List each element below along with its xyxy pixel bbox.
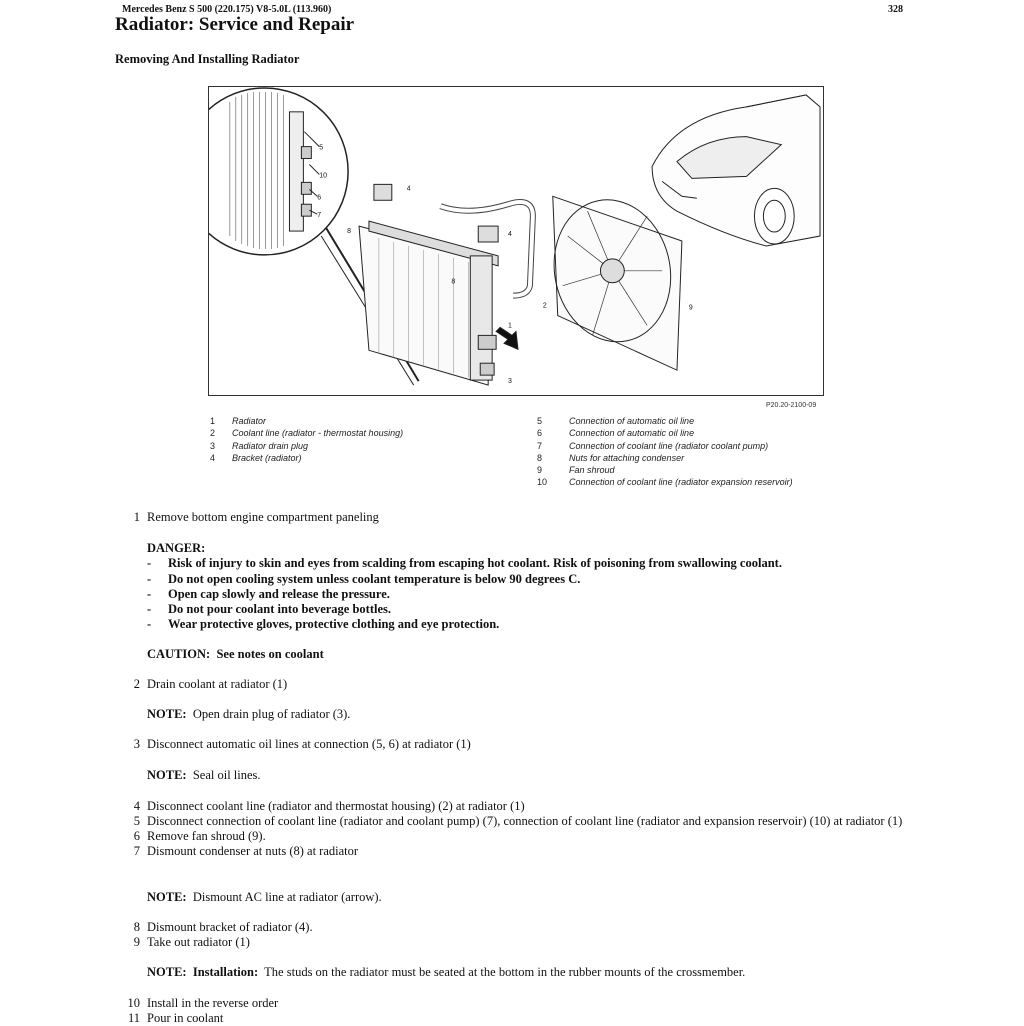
step-text: Install in the reverse order (147, 996, 279, 1010)
note-label: NOTE: (147, 890, 187, 904)
legend-number: 10 (537, 477, 548, 488)
legend-text: Nuts for attaching condenser (569, 452, 685, 463)
step-number: 4 (133, 799, 140, 813)
legend-text: Coolant line (radiator - thermostat housing) (232, 428, 404, 439)
danger-text: Open cap slowly and release the pressure. (168, 586, 390, 601)
callout-label: 6 (317, 194, 322, 202)
callout-label: 8 (347, 228, 351, 236)
legend-text: Connection of coolant line (radiator coolant pump) (569, 440, 769, 451)
caution-note (147, 647, 324, 662)
caution-label: CAUTION: (147, 647, 211, 661)
note-label: NOTE: (147, 768, 187, 782)
legend-text: Bracket (radiator) (232, 452, 302, 463)
procedure-steps (133, 799, 907, 859)
callout-label: 8 (451, 278, 456, 286)
radiator-diagram-drawing (209, 87, 823, 395)
legend-item (537, 415, 793, 427)
caution-text: See notes on coolant (216, 647, 324, 661)
note (147, 768, 261, 783)
procedure-step (133, 799, 907, 814)
legend-number: 4 (210, 452, 216, 463)
note-text: Dismount AC line at radiator (arrow). (192, 890, 382, 904)
step-number: 2 (133, 677, 140, 691)
step-number: 5 (133, 814, 140, 828)
procedure-steps (133, 920, 313, 950)
step-text: Dismount bracket of radiator (4). (147, 920, 313, 934)
callout-label: 10 (319, 172, 327, 180)
legend-number: 9 (537, 465, 543, 476)
step-number: 3 (133, 737, 140, 751)
danger-item: - Do not open cooling system unless coolant temperature is below 90 degrees C. (147, 571, 581, 586)
legend-item (537, 452, 793, 464)
procedure-step (133, 935, 313, 950)
legend-number: 6 (537, 428, 543, 439)
step-text: Disconnect coolant line (radiator and thermostat housing) (2) at radiator (1) (147, 799, 525, 813)
legend-number: 7 (537, 440, 543, 451)
step-number: 10 (127, 996, 140, 1010)
step-number: 11 (127, 1011, 140, 1025)
document-header: Mercedes Benz S 500 (220.175) V8-5.0L (113.960) (122, 4, 332, 15)
section-title: Removing And Installing Radiator (115, 52, 300, 66)
step-text: Pour in coolant (147, 1011, 224, 1025)
callout-label: 7 (317, 212, 322, 220)
legend-text: Fan shroud (569, 465, 615, 476)
danger-text: Risk of injury to skin and eyes from scalding from escaping hot coolant. Risk of poisoning from swallowing coolant. (168, 556, 782, 571)
callout-label: 5 (319, 144, 324, 152)
callout-label: 2 (542, 302, 547, 310)
note (147, 707, 350, 722)
legend-number: 1 (210, 416, 216, 426)
legend-text: Radiator (232, 416, 267, 426)
legend-item (537, 476, 793, 488)
page-title: Radiator: Service and Repair (115, 14, 355, 35)
step-number: 1 (133, 510, 140, 524)
legend-text: Connection of automatic oil line (569, 416, 695, 426)
callout-label: 4 (508, 231, 512, 239)
legend-number: 2 (210, 428, 216, 439)
step-text: Dismount condenser at nuts (8) at radiator (147, 844, 359, 858)
danger-item: - Risk of injury to skin and eyes from scalding from escaping hot coolant. Risk of poisoning from swallowing coolant. (147, 556, 782, 571)
legend-left (210, 415, 403, 464)
procedure-step (133, 814, 907, 829)
callout-label: 9 (688, 304, 693, 312)
note (147, 890, 382, 905)
step-text: Remove bottom engine compartment paneling (147, 510, 379, 524)
procedure-step (133, 510, 379, 525)
procedure-step (133, 737, 471, 752)
radiator-diagram (208, 86, 824, 396)
legend-item (210, 427, 403, 439)
legend-text: Connection of automatic oil line (569, 428, 695, 439)
callout-label: 4 (406, 185, 411, 193)
step-text: Drain coolant at radiator (1) (147, 677, 288, 691)
procedure-step (133, 844, 907, 859)
danger-label: DANGER: (147, 541, 206, 555)
procedure-steps (127, 996, 279, 1026)
danger-text: Wear protective gloves, protective clothing and eye protection. (168, 617, 500, 632)
legend-item (537, 440, 793, 452)
callout-label: 1 (508, 322, 512, 330)
note (147, 965, 745, 980)
note-text: Open drain plug of radiator (3). (192, 707, 351, 721)
step-text: Disconnect connection of coolant line (radiator and coolant pump) (7), connection of coolant line (radiator and expansion reservoir) (10) at radiator (1) (147, 814, 903, 828)
danger-text: Do not open cooling system unless coolant temperature is below 90 degrees C. (168, 571, 581, 586)
legend-item (210, 452, 403, 464)
danger-warning (147, 541, 782, 633)
step-number: 6 (133, 829, 140, 843)
procedure-step (127, 996, 279, 1011)
danger-item: - Do not pour coolant into beverage bottles. (147, 602, 392, 617)
step-number: 9 (133, 935, 140, 949)
legend-text: Radiator drain plug (232, 440, 309, 451)
step-text: Take out radiator (1) (147, 935, 250, 949)
figure-code: P20.20-2100-09 (766, 402, 817, 409)
note-text: Seal oil lines. (192, 768, 261, 782)
step-number: 7 (133, 844, 140, 858)
note-text: The studs on the radiator must be seated at the bottom in the rubber mounts of the crossmember. (264, 965, 746, 979)
step-text: Remove fan shroud (9). (147, 829, 266, 843)
danger-text: Do not pour coolant into beverage bottles. (168, 602, 392, 617)
danger-item: - Open cap slowly and release the pressure. (147, 586, 390, 601)
step-text: Disconnect automatic oil lines at connection (5, 6) at radiator (1) (147, 737, 471, 751)
page-number: 328 (888, 4, 903, 15)
legend-item (210, 440, 403, 452)
legend-item (537, 464, 793, 476)
legend-item (537, 427, 793, 439)
step-number: 8 (133, 920, 140, 934)
legend-item (210, 415, 403, 427)
legend-number: 8 (537, 452, 543, 463)
legend-text: Connection of coolant line (radiator expansion reservoir) (569, 477, 793, 488)
legend-number: 5 (537, 416, 543, 426)
note-label: NOTE: (147, 965, 187, 979)
note-sublabel: Installation: (192, 965, 259, 979)
note-label: NOTE: (147, 707, 187, 721)
danger-item: - Wear protective gloves, protective clothing and eye protection. (147, 617, 500, 632)
callout-label: 3 (508, 378, 512, 386)
procedure-step (133, 829, 907, 844)
legend-number: 3 (210, 440, 216, 451)
legend-right (537, 415, 793, 489)
procedure-step (133, 677, 288, 692)
procedure-step (133, 920, 313, 935)
